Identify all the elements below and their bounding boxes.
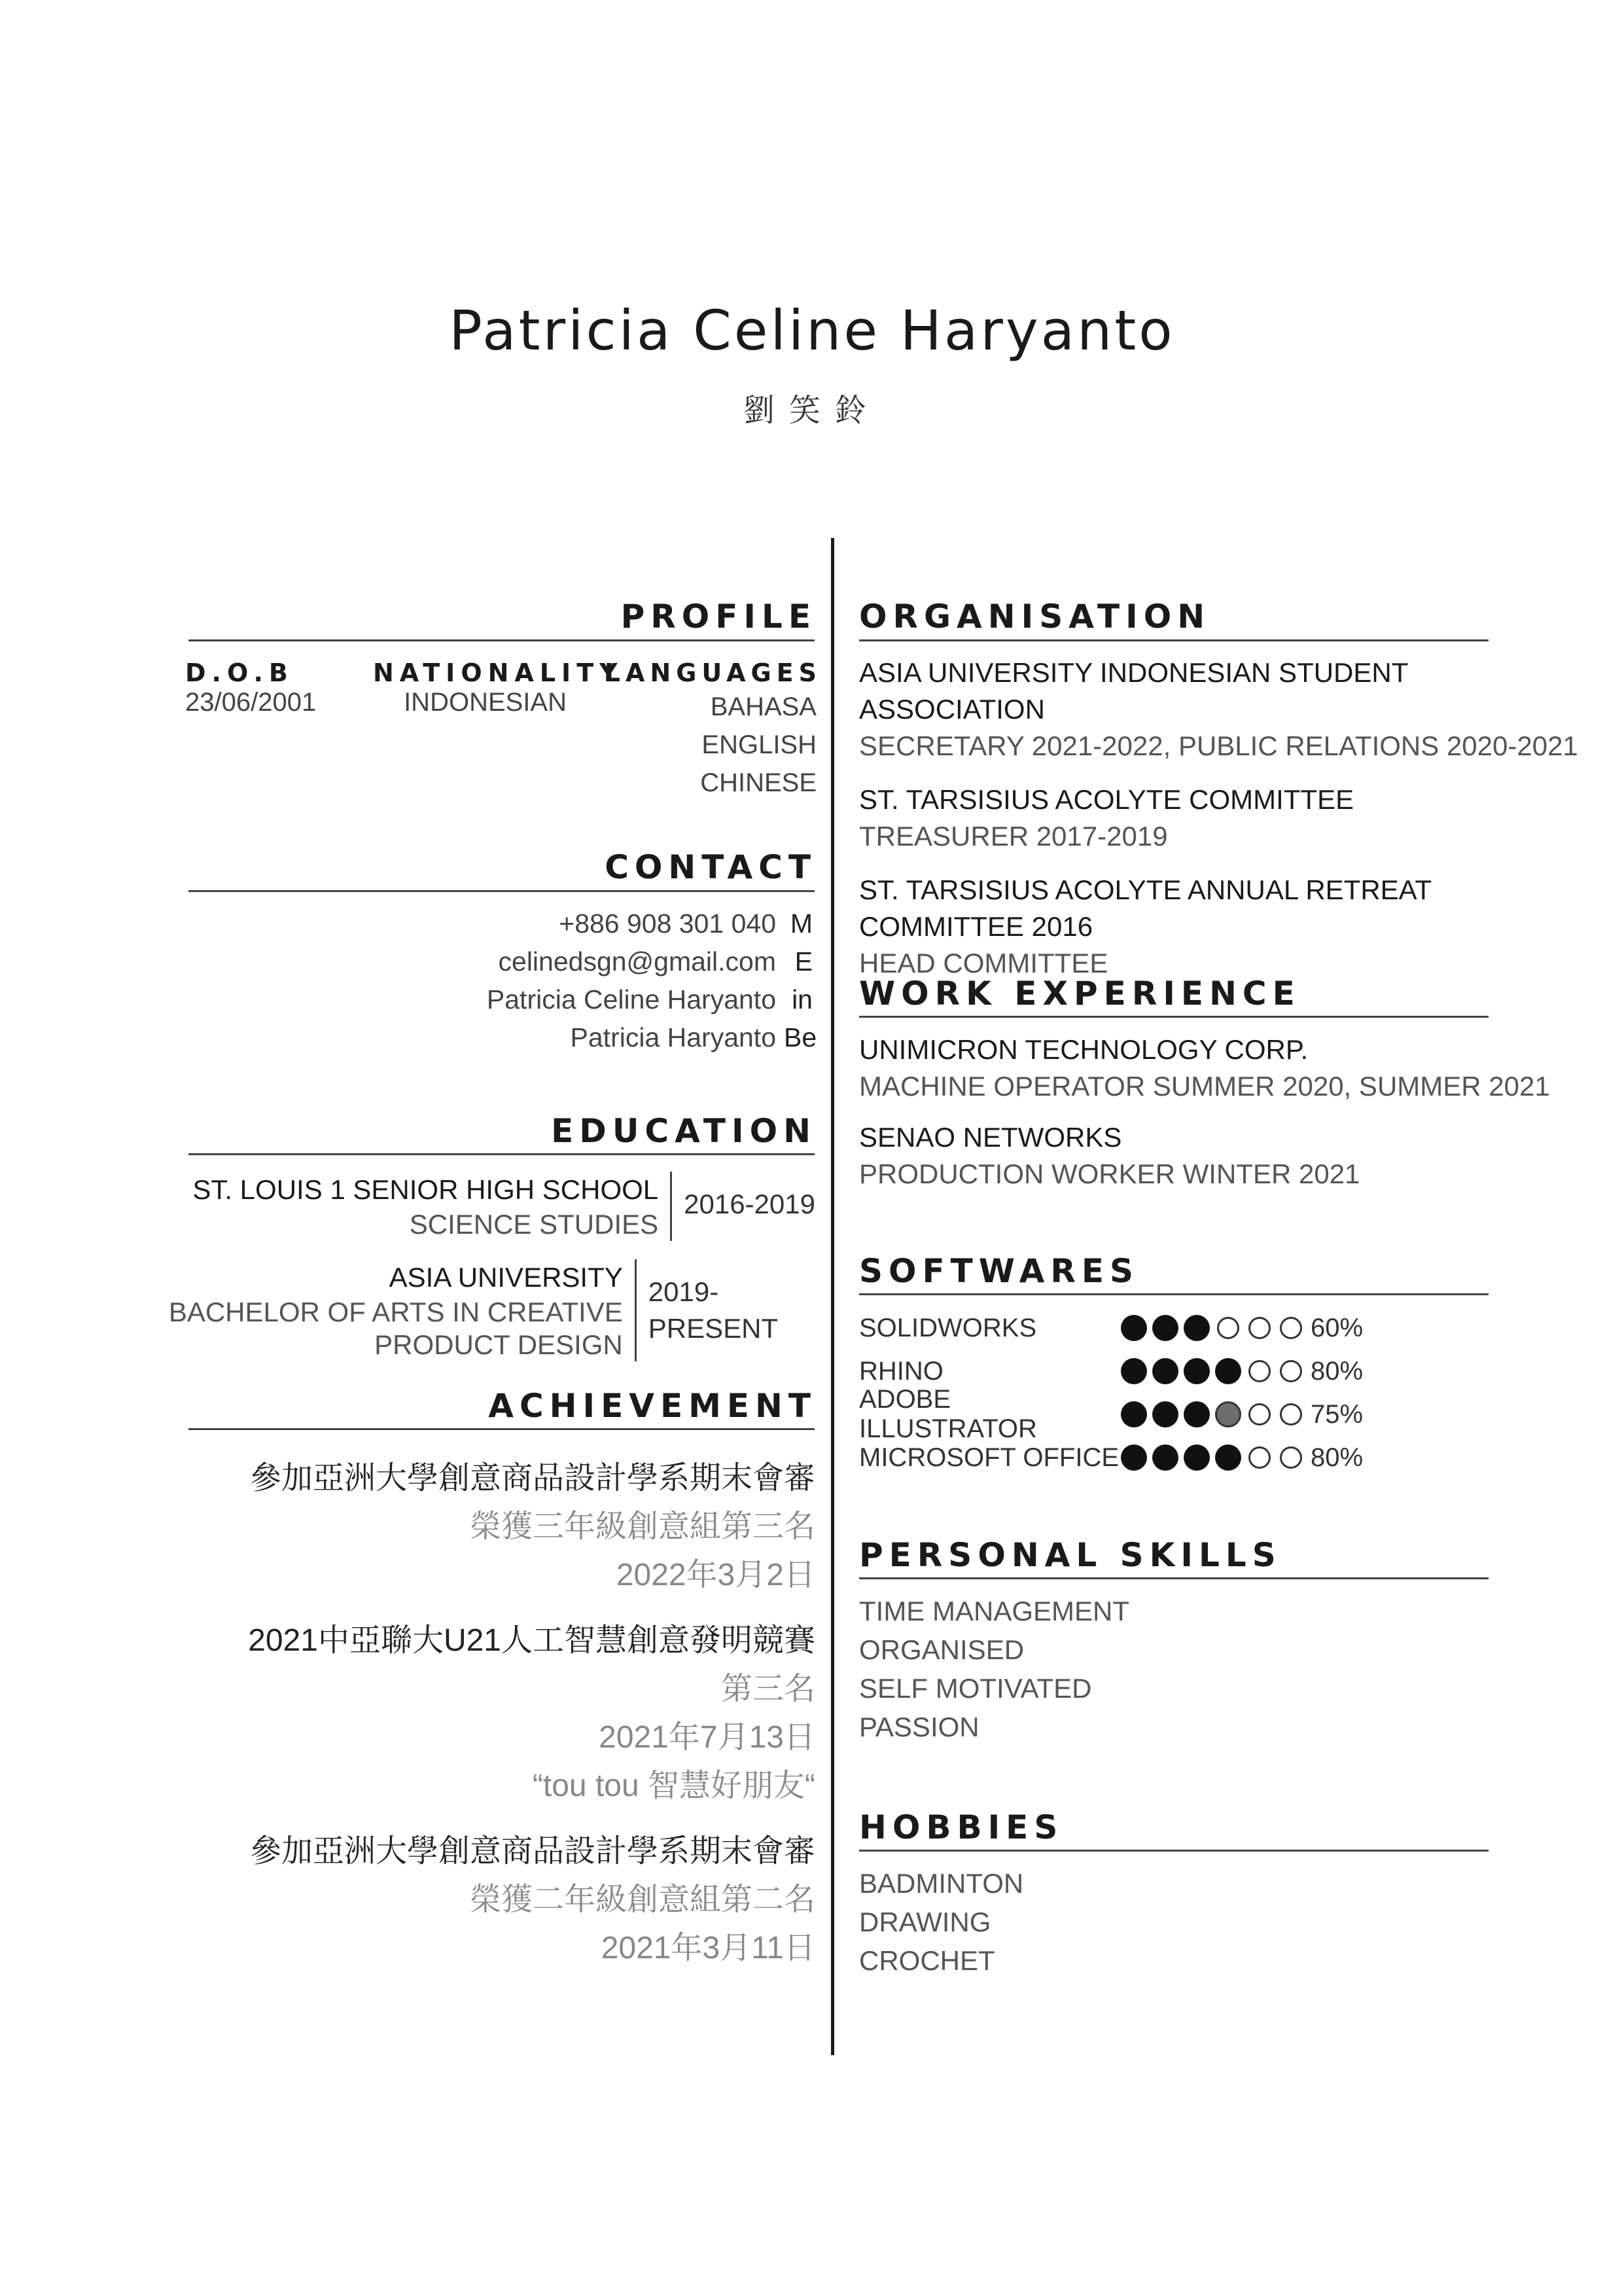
software-percent: 75% — [1311, 1399, 1364, 1429]
software-name: ADOBE ILLUSTRATOR — [859, 1385, 1037, 1443]
education-heading: EDUCATION — [551, 1112, 817, 1150]
nationality-label: NATIONALITY — [373, 658, 624, 687]
achievement-item — [96, 1617, 815, 1810]
rating-dot-full — [1152, 1401, 1178, 1427]
hobbies-heading: HOBBIES — [859, 1808, 1064, 1846]
contact-row — [224, 980, 813, 1018]
software-rating — [1121, 1315, 1304, 1341]
work-item — [859, 1031, 1579, 1105]
languages-label: LANGUAGES — [604, 658, 822, 687]
dob-label: D.O.B — [185, 658, 294, 687]
rating-dot-full — [1121, 1358, 1147, 1384]
candidate-name: Patricia Celine Haryanto — [449, 298, 1175, 363]
languages-block — [604, 658, 822, 802]
achievement-line: 2021年7月13日 — [599, 1720, 815, 1755]
rating-dot-full — [1184, 1401, 1210, 1427]
achievement-line: 2021年3月11日 — [601, 1931, 815, 1965]
rating-dot-full — [1152, 1358, 1178, 1384]
contact-heading: CONTACT — [605, 848, 817, 886]
software-percent: 60% — [1311, 1313, 1364, 1342]
organisation-rule — [859, 639, 1489, 641]
work-heading: WORK EXPERIENCE — [859, 975, 1301, 1013]
software-rating — [1121, 1358, 1304, 1384]
software-name: SOLIDWORKS — [859, 1313, 1037, 1342]
achievement-item — [96, 1454, 815, 1600]
work-company: SENAO NETWORKS — [859, 1122, 1122, 1153]
rating-dot-half — [1215, 1401, 1241, 1427]
achievement-title: 2021中亞聯大U21人工智慧創意發明競賽 — [248, 1623, 815, 1658]
education-detail: SCIENCE STUDIES — [409, 1209, 659, 1240]
hobbies-list — [859, 1864, 1023, 1980]
contact-type-label: M — [790, 908, 813, 939]
achievement-heading: ACHIEVEMENT — [488, 1387, 817, 1425]
education-item — [30, 1172, 815, 1241]
contact-type-label: Be — [784, 1022, 817, 1052]
software-row — [859, 1306, 1513, 1350]
dob-block — [185, 658, 316, 717]
organisation-name: ASIA UNIVERSITY INDONESIAN STUDENT ASSOCIATION — [859, 657, 1408, 725]
contact-row — [224, 942, 813, 980]
profile-heading: PROFILE — [620, 598, 817, 636]
organisation-list — [859, 655, 1579, 999]
profile-rule — [188, 639, 815, 641]
organisation-heading: ORGANISATION — [859, 598, 1211, 636]
achievement-title: 參加亞洲大學創意商品設計學系期末會審 — [249, 1834, 815, 1869]
education-detail: BACHELOR OF ARTS IN CREATIVE PRODUCT DESIGN — [168, 1297, 623, 1360]
education-item — [30, 1259, 815, 1361]
rating-dot-full — [1184, 1315, 1210, 1341]
softwares-list — [859, 1306, 1513, 1479]
achievement-rule — [188, 1428, 815, 1430]
organisation-name: ST. TARSISIUS ACOLYTE ANNUAL RETREAT COMMITTEE 2016 — [859, 874, 1432, 942]
organisation-role: HEAD COMMITTEE — [859, 948, 1108, 978]
skill-item: SELF MOTIVATED — [859, 1673, 1092, 1704]
software-row — [859, 1385, 1513, 1443]
contact-value: Patricia Haryanto — [570, 1022, 776, 1052]
contact-value: +886 908 301 040 — [559, 908, 776, 939]
rating-dot-empty — [1217, 1317, 1239, 1339]
contact-value: celinedsgn@gmail.com — [498, 946, 776, 977]
achievement-line: 第三名 — [720, 1672, 815, 1706]
rating-dot-empty — [1248, 1360, 1271, 1382]
contact-value: Patricia Celine Haryanto — [486, 984, 776, 1014]
nationality-value: INDONESIAN — [404, 688, 567, 717]
achievement-line: “tou tou 智慧好朋友“ — [532, 1768, 815, 1803]
contact-list — [224, 905, 817, 1056]
skill-item: ORGANISED — [859, 1634, 1025, 1665]
rating-dot-full — [1121, 1401, 1147, 1427]
software-rating — [1121, 1401, 1304, 1427]
contact-rule — [188, 890, 815, 892]
hobbies-rule — [859, 1850, 1489, 1852]
achievement-line: 榮獲三年級創意組第三名 — [469, 1509, 815, 1544]
software-rating — [1121, 1444, 1304, 1471]
languages-list — [605, 688, 817, 802]
rating-dot-empty — [1280, 1360, 1302, 1382]
skills-heading: PERSONAL SKILLS — [859, 1536, 1282, 1574]
language-item: ENGLISH — [701, 730, 817, 759]
skills-list — [859, 1592, 1129, 1746]
software-name: MICROSOFT OFFICE — [859, 1443, 1120, 1472]
organisation-item — [859, 781, 1579, 855]
candidate-chinese-name: 劉笑鈴 — [743, 393, 881, 428]
contact-row — [224, 1018, 817, 1056]
hobby-item: CROCHET — [859, 1945, 995, 1976]
hobby-item: DRAWING — [859, 1907, 991, 1937]
skill-item: TIME MANAGEMENT — [859, 1596, 1130, 1626]
achievement-item — [96, 1827, 815, 1973]
softwares-heading: SOFTWARES — [859, 1252, 1140, 1290]
achievement-title: 參加亞洲大學創意商品設計學系期末會審 — [249, 1461, 815, 1496]
contact-type-label: E — [794, 946, 813, 977]
rating-dot-full — [1215, 1358, 1241, 1384]
work-item — [859, 1119, 1579, 1193]
achievement-line: 榮獲二年級創意組第二名 — [469, 1882, 815, 1917]
language-item: CHINESE — [700, 768, 817, 797]
rating-dot-full — [1152, 1444, 1178, 1471]
organisation-item — [859, 655, 1579, 764]
education-details — [192, 1172, 672, 1241]
rating-dot-empty — [1248, 1403, 1271, 1426]
rating-dot-full — [1184, 1358, 1210, 1384]
work-rule — [859, 1016, 1489, 1018]
rating-dot-empty — [1248, 1317, 1271, 1339]
rating-dot-empty — [1248, 1446, 1271, 1469]
work-role: PRODUCTION WORKER WINTER 2021 — [859, 1158, 1360, 1189]
organisation-item — [859, 872, 1579, 982]
software-percent: 80% — [1311, 1443, 1364, 1472]
education-school: ASIA UNIVERSITY — [389, 1262, 623, 1293]
rating-dot-empty — [1280, 1403, 1302, 1426]
column-divider — [831, 538, 834, 2055]
software-name: RHINO — [859, 1356, 944, 1386]
language-item: BAHASA — [710, 692, 817, 721]
work-company: UNIMICRON TECHNOLOGY CORP. — [859, 1034, 1309, 1065]
education-details — [30, 1259, 637, 1361]
nationality-block — [373, 658, 624, 717]
work-list — [859, 1031, 1579, 1207]
contact-row — [224, 905, 813, 942]
software-percent: 80% — [1311, 1356, 1364, 1386]
rating-dot-full — [1121, 1315, 1147, 1341]
dob-value: 23/06/2001 — [185, 688, 317, 717]
education-list — [30, 1172, 815, 1361]
contact-type-label: in — [792, 984, 813, 1014]
education-rule — [188, 1153, 815, 1155]
education-years: 2019-PRESENT — [648, 1276, 779, 1344]
hobby-item: BADMINTON — [859, 1868, 1024, 1899]
work-role: MACHINE OPERATOR SUMMER 2020, SUMMER 2021 — [859, 1071, 1550, 1102]
rating-dot-full — [1152, 1315, 1178, 1341]
rating-dot-full — [1184, 1444, 1210, 1471]
achievement-line: 2022年3月2日 — [616, 1558, 815, 1592]
skills-rule — [859, 1577, 1489, 1579]
software-row — [859, 1436, 1513, 1479]
organisation-role: SECRETARY 2021-2022, PUBLIC RELATIONS 2020-2021 — [859, 730, 1578, 761]
rating-dot-full — [1215, 1444, 1241, 1471]
rating-dot-full — [1121, 1444, 1147, 1471]
organisation-role: TREASURER 2017-2019 — [859, 821, 1168, 852]
skill-item: PASSION — [859, 1712, 980, 1742]
achievement-list — [96, 1454, 815, 1990]
education-school: ST. LOUIS 1 SENIOR HIGH SCHOOL — [192, 1174, 659, 1205]
softwares-rule — [859, 1293, 1489, 1295]
organisation-name: ST. TARSISIUS ACOLYTE COMMITTEE — [859, 784, 1354, 815]
rating-dot-empty — [1280, 1317, 1302, 1339]
education-years: 2016-2019 — [684, 1189, 815, 1219]
rating-dot-empty — [1280, 1446, 1302, 1469]
